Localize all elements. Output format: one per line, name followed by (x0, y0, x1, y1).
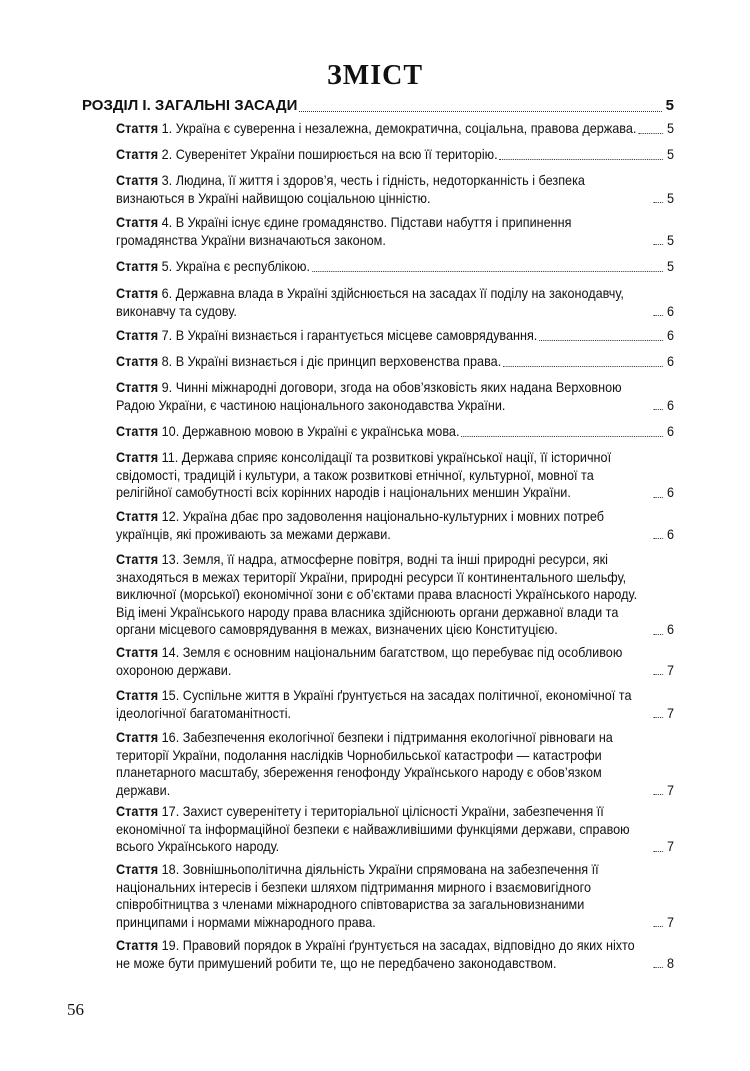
entry-page-number: 5 (666, 232, 674, 248)
toc-entry-9[interactable] (116, 379, 674, 414)
entry-text: Стаття 1. Україна є суверенна і незалежна, демократична, соціальна, правова держава. (116, 121, 637, 136)
toc-entry-12[interactable] (116, 508, 674, 543)
entry-text: Стаття 14. Земля є основним національним багатством, що перебуває під особливою охороною держави. (116, 645, 623, 678)
entry-page-number: 7 (666, 662, 674, 678)
entry-page-number: 6 (666, 622, 674, 637)
entry-text: Стаття 19. Правовий порядок в Україні ґрунтується на засадах, відповідно до яких ніхто не може бути примушений робити те, що не передбачено законодавством. (116, 938, 635, 971)
entry-text: Стаття 9. Чинні міжнародні договори, згода на обов’язковість яких надана Верховною Радою України, є частиною національного законодавства України. (116, 380, 622, 413)
entry-page-number: 6 (666, 485, 674, 500)
entry-text: Стаття 15. Суспільне життя в Україні ґрунтується на засадах політичної, економічної та ідеологічної багатоманітності. (116, 688, 632, 721)
entry-text: Стаття 4. В Україні існує єдине громадянство. Підстави набуття і припинення громадянства України визначаються законом. (116, 215, 572, 248)
section-page-number: 5 (665, 97, 674, 114)
page-number: 56 (67, 1000, 84, 1019)
entry-text: Стаття 11. Держава сприяє консолідації та розвиткові української нації, її історичної свідомості, традицій і культури, а також розвиткові етнічної, культурної, мовної та релігійної самобутності всіх корінних народів і національних меншин України. (116, 450, 612, 500)
entry-text: Стаття 12. Україна дбає про задоволення національно-культурних і мовних потреб українців, які проживають за межами держави. (116, 509, 605, 542)
toc-entry-14[interactable] (116, 644, 674, 679)
entry-text: Стаття 8. В Україні визнається і діє принцип верховенства права. (116, 354, 502, 369)
dot-leader (654, 634, 663, 635)
toc-entry-1[interactable] (116, 120, 674, 138)
dot-leader (654, 315, 663, 316)
toc-entry-7[interactable] (116, 327, 674, 345)
entry-page-number: 7 (666, 705, 674, 721)
dot-leader (654, 794, 663, 795)
entry-text: Стаття 18. Зовнішньополітична діяльність України спрямована на забезпечення її національних інтересів і безпеки шляхом підтримання мирного і взаємовигідного співробітництва з членами міжнародного співтовариства за загальновизнаними принципами і нормами міжнародного права. (116, 862, 599, 930)
dot-leader (654, 851, 663, 852)
dot-leader (654, 674, 663, 675)
entry-page-number: 6 (666, 354, 674, 369)
entry-page-number: 6 (666, 424, 674, 439)
toc-entry-11[interactable] (116, 449, 674, 502)
entry-text: Стаття 17. Захист суверенітету і територіальної цілісності України, забезпечення її економічної та інформаційної безпеки є найважливішими функціями держави, справою всього Українського народу. (116, 804, 630, 854)
dot-leader (654, 717, 663, 718)
entry-text: Стаття 13. Земля, її надра, атмосферне повітря, водні та інші природні ресурси, які знаходяться в межах території України, природні ресурси її континентального шельфу, виключної (морської) економічної зони є об’єктами права власності Українського народу. Від імені Українського народу права власника здійснюють органи державної влади та органи місцевого самоврядування в межах, визначених цією Конституцією. (116, 552, 638, 637)
entry-page-number: 5 (666, 147, 674, 162)
entry-page-number: 7 (666, 839, 674, 854)
dot-leader (299, 111, 662, 112)
toc-entry-15[interactable] (116, 687, 674, 722)
dot-leader (654, 967, 663, 968)
entry-page-number: 8 (666, 955, 674, 971)
toc-entry-3[interactable] (116, 172, 674, 207)
page-title: ЗМІСТ (327, 60, 423, 91)
entry-text: Стаття 6. Державна влада в Україні здійснюється на засадах її поділу на законодавчу, виконавчу та судову. (116, 286, 624, 319)
entry-page-number: 6 (666, 526, 674, 542)
toc-entry-2[interactable] (116, 146, 674, 164)
entry-text: Стаття 2. Суверенітет України поширюється на всю її територію. (116, 147, 498, 162)
entry-page-number: 6 (666, 328, 674, 343)
toc-entry-13[interactable] (116, 551, 674, 639)
dot-leader (654, 538, 663, 539)
entry-page-number: 6 (666, 397, 674, 413)
entry-text: Стаття 10. Державною мовою в Україні є українська мова. (116, 424, 460, 439)
entry-text: Стаття 3. Людина, її життя і здоров’я, честь і гідність, недоторканність і безпека визнаються в Україні найвищою соціальною цінністю. (116, 173, 585, 206)
entry-page-number: 5 (666, 121, 674, 136)
dot-leader (499, 159, 662, 160)
dot-leader (539, 340, 663, 341)
entry-text: Стаття 5. Україна є республікою. (116, 259, 311, 274)
entry-page-number: 7 (666, 914, 674, 930)
toc-entry-8[interactable] (116, 353, 674, 371)
entry-text: Стаття 16. Забезпечення екологічної безпеки і підтримання екологічної рівноваги на території України, подолання наслідків Чорнобильської катастрофи — катастрофи планетарного масштабу, збереження генофонду Українського народу є обов’язком держави. (116, 730, 613, 798)
dot-leader (503, 366, 663, 367)
dot-leader (312, 271, 663, 272)
toc-entry-17[interactable] (116, 803, 674, 856)
entry-page-number: 5 (666, 190, 674, 206)
dot-leader (654, 202, 663, 203)
section-label: РОЗДІЛ I. ЗАГАЛЬНІ ЗАСАДИ (82, 97, 298, 114)
toc-entry-6[interactable] (116, 285, 674, 320)
dot-leader (461, 436, 663, 437)
dot-leader (654, 926, 663, 927)
toc-entry-5[interactable] (116, 258, 674, 276)
section-heading[interactable] (82, 96, 674, 116)
toc-entry-18[interactable] (116, 861, 674, 931)
entry-page-number: 6 (666, 303, 674, 319)
entry-page-number: 7 (666, 782, 674, 798)
dot-leader (638, 133, 663, 134)
toc-entry-4[interactable] (116, 214, 674, 249)
dot-leader (654, 409, 663, 410)
entry-text: Стаття 7. В Україні визнається і гарантується місцеве самоврядування. (116, 328, 538, 343)
toc-entry-19[interactable] (116, 937, 674, 972)
toc-entry-16[interactable] (116, 729, 674, 799)
toc-entry-10[interactable] (116, 423, 674, 441)
dot-leader (654, 244, 663, 245)
entry-page-number: 5 (666, 259, 674, 274)
dot-leader (654, 497, 663, 498)
